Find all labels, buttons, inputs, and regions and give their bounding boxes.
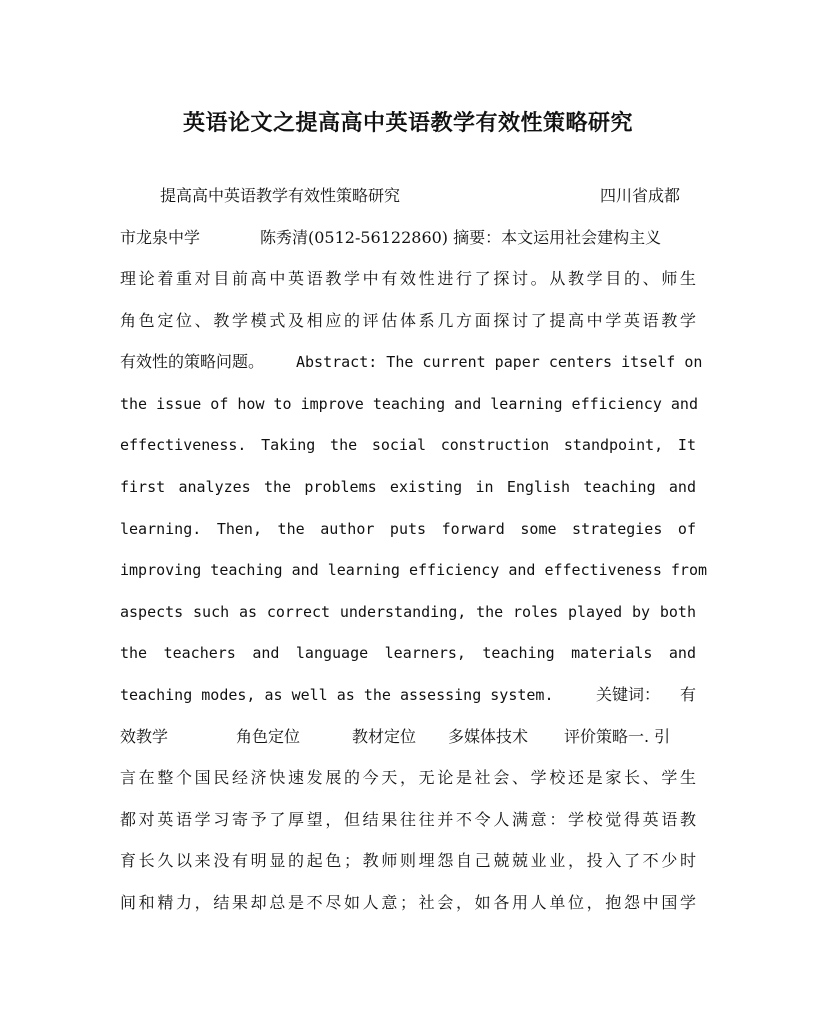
author-location-part1: 四川省成都	[600, 186, 681, 205]
body-line-18: 间和精力，结果却总是不尽如人意；社会，如各用人单位，抱怨中国学	[120, 893, 696, 912]
body-line-10: improving teaching and learning efficiency and effectiveness from	[120, 561, 707, 579]
keyword-multimedia: 多媒体技术	[448, 727, 529, 746]
keyword-evaluation-and-intro: 评价策略一. 引	[564, 727, 671, 746]
abstract-en-start: Abstract: The current paper centers itself on	[296, 353, 703, 371]
document-title: 英语论文之提高高中英语教学有效性策略研究	[182, 110, 633, 136]
keyword-effective-teaching: 效教学	[120, 727, 169, 746]
keyword-textbook-positioning: 教材定位	[352, 727, 417, 746]
paper-title-inline: 提高高中英语教学有效性策略研究	[160, 186, 401, 205]
keywords-start: 有	[680, 685, 697, 704]
body-line-9: learning. Then, the author puts forward some strategies of	[120, 520, 696, 538]
body-line-11: aspects such as correct understanding, the roles played by both	[120, 603, 696, 621]
body-line-7: effectiveness. Taking the social construction standpoint, It	[120, 436, 696, 454]
body-line-16: 都对英语学习寄予了厚望，但结果往往并不令人满意：学校觉得英语教	[120, 810, 696, 829]
body-line-8: first analyzes the problems existing in English teaching and	[120, 478, 696, 496]
author-and-abstract-start: 陈秀清(0512-56122860) 摘要：本文运用社会建构主义	[260, 228, 662, 247]
body-line-3: 理论着重对目前高中英语教学中有效性进行了探讨。从教学目的、师生	[120, 269, 696, 288]
abstract-en-end: teaching modes, as well as the assessing system.	[120, 686, 554, 704]
keywords-label: 关键词：	[596, 685, 661, 704]
body-line-12: the teachers and language learners, teaching materials and	[120, 644, 696, 662]
keyword-role-positioning: 角色定位	[236, 727, 301, 746]
body-line-6: the issue of how to improve teaching and learning efficiency and	[120, 395, 698, 413]
author-location-part2: 市龙泉中学	[120, 228, 201, 247]
abstract-end-cn: 有效性的策略问题。	[120, 352, 265, 371]
body-line-4: 角色定位、教学模式及相应的评估体系几方面探讨了提高中学英语教学	[120, 311, 696, 330]
body-line-17: 育长久以来没有明显的起色；教师则埋怨自己兢兢业业，投入了不少时	[120, 851, 696, 870]
body-line-15: 言在整个国民经济快速发展的今天，无论是社会、学校还是家长、学生	[120, 768, 696, 787]
